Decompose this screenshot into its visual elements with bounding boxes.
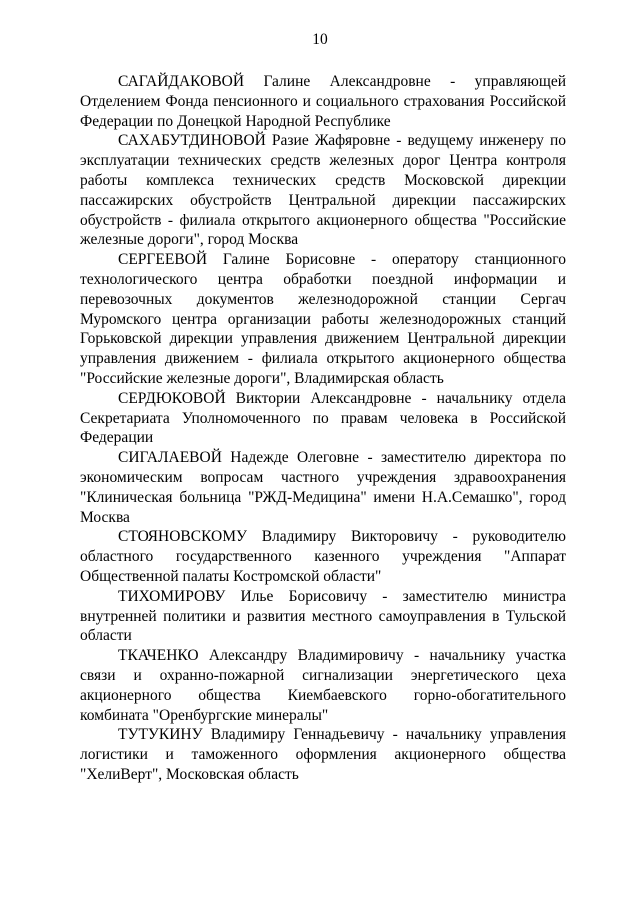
award-entry-sagaidakova: САГАЙДАКОВОЙ Галине Александровне - управляющей Отделением Фонда пенсионного и социального страхования Российской Федерации по Донецкой Народной Республике	[80, 73, 566, 130]
award-entry-sergeeva: СЕРГЕЕВОЙ Галине Борисовне - оператору станционного технологического центра обработки поездной информации и перевозочных документов железнодорожной станции Сергач Муромского центра организации работы железнодорожных станций Горьковской дирекции управления движением Центральной дирекции управления движением - филиала открытого акционерного общества "Российские железные дороги", Владимирская область	[80, 251, 566, 387]
award-entry-tkachenko: ТКАЧЕНКО Александру Владимировичу - начальнику участка связи и охранно-пожарной сигнализации энергетического цеха акционерного общества Киембаевского горно-обогатительного комбината "Оренбургские минералы"	[80, 647, 566, 724]
award-entry-tikhomirov: ТИХОМИРОВУ Илье Борисовичу - заместителю министра внутренней политики и развития местного самоуправления в Тульской области	[80, 587, 566, 645]
award-entry-sakhabutdinova: САХАБУТДИНОВОЙ Разие Жафяровне - ведущему инженеру по эксплуатации технических средств железных дорог Центра контроля работы комплекса технических средств Московской дирекции пассажирских обустройств Центральной дирекции пассажирских обустройств - филиала открытого акционерного общества "Российские железные дороги", город Москва	[80, 132, 566, 249]
award-entry-tutukin: ТУТУКИНУ Владимиру Геннадьевичу - начальнику управления логистики и таможенного оформления акционерного общества "ХелиВерт", Московская область	[80, 726, 566, 783]
award-entry-serdyukova: СЕРДЮКОВОЙ Виктории Александровне - начальнику отдела Секретариата Уполномоченного по правам человека в Российской Федерации	[80, 389, 566, 447]
award-entry-stoyanovsky: СТОЯНОВСКОМУ Владимиру Викторовичу - руководителю областного государственного казенного учреждения "Аппарат Общественной палаты Костромской области"	[80, 528, 566, 585]
page-number: 10	[312, 31, 328, 48]
award-list	[80, 72, 566, 785]
award-entry-sigalaeva: СИГАЛАЕВОЙ Надежде Олеговне - заместителю директора по экономическим вопросам частного учреждения здравоохранения "Клиническая больница "РЖД-Медицина" имени Н.А.Семашко", город Москва	[80, 449, 566, 526]
